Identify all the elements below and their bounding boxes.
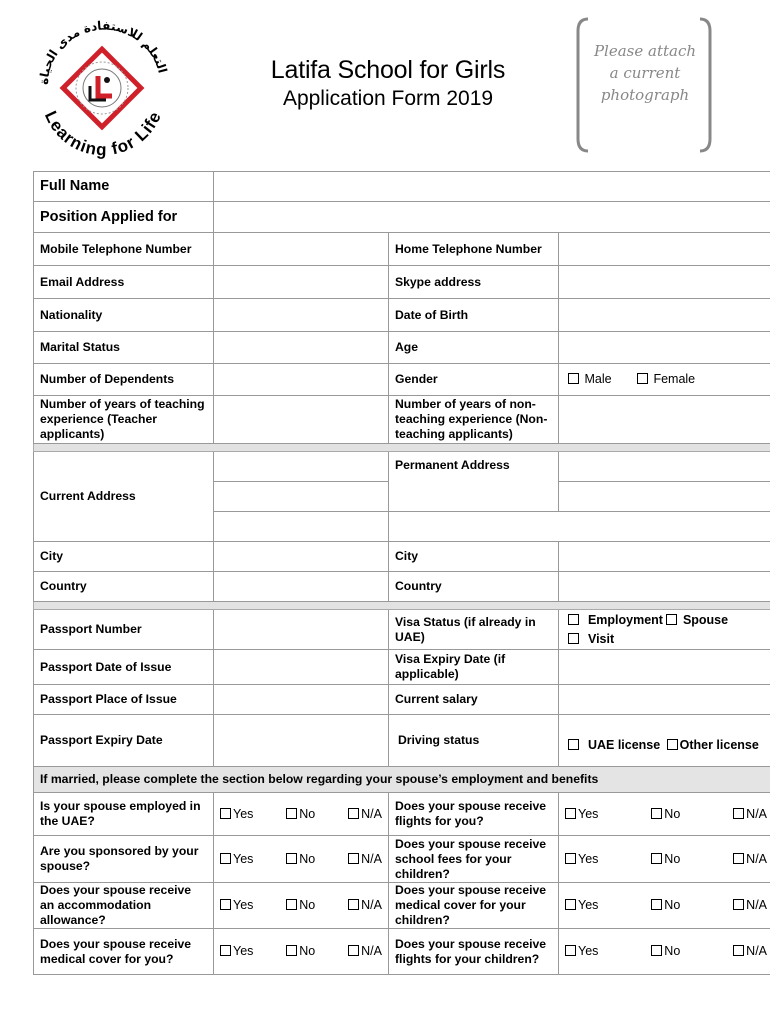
yes-checkbox[interactable] xyxy=(220,945,231,956)
label-passport-number: Passport Number xyxy=(34,610,214,650)
other-license-checkbox[interactable] xyxy=(667,739,678,750)
input-passport-expiry[interactable] xyxy=(214,715,389,767)
photo-instruction: Please attach a current photograph xyxy=(593,42,697,104)
yes-label: Yes xyxy=(233,851,254,866)
spouse-section-banner: If married, please complete the section below regarding your spouse’s employment and benefits xyxy=(34,767,770,793)
input-country-1[interactable] xyxy=(214,572,389,602)
na-label: N/A xyxy=(746,806,768,821)
gender-male-checkbox[interactable] xyxy=(568,373,579,384)
label-full-name: Full Name xyxy=(34,172,214,202)
no-checkbox[interactable] xyxy=(651,945,662,956)
input-passport-issue-date[interactable] xyxy=(214,650,389,685)
input-teaching-exp[interactable] xyxy=(214,396,389,444)
school-logo xyxy=(30,20,175,160)
na-label: N/A xyxy=(746,944,768,958)
school-title: Latifa School for Girls xyxy=(270,56,506,84)
na-label: N/A xyxy=(361,851,382,866)
no-checkbox[interactable] xyxy=(286,899,297,910)
no-label: No xyxy=(664,898,681,912)
visa-employment-checkbox[interactable] xyxy=(568,614,579,625)
no-checkbox[interactable] xyxy=(286,945,297,956)
spouse-question: Does your spouse receive medical cover for you? xyxy=(34,929,214,975)
na-checkbox[interactable] xyxy=(348,899,359,910)
input-position[interactable] xyxy=(214,202,770,233)
label-passport-expiry: Passport Expiry Date xyxy=(34,715,214,767)
label-email: Email Address xyxy=(34,266,214,299)
label-visa-status: Visa Status (if already in UAE) xyxy=(389,610,559,650)
no-label: No xyxy=(299,806,316,821)
no-label: No xyxy=(664,806,681,821)
visa-employment-label: Employment xyxy=(587,612,663,627)
label-age: Age xyxy=(389,332,559,364)
yes-label: Yes xyxy=(233,806,254,821)
yes-label: Yes xyxy=(578,851,599,866)
label-gender: Gender xyxy=(389,364,559,396)
input-permanent-address-2[interactable] xyxy=(559,482,770,512)
license-options xyxy=(559,715,770,767)
no-checkbox[interactable] xyxy=(286,853,297,864)
other-license-label: Other license xyxy=(679,737,759,752)
label-skype: Skype address xyxy=(389,266,559,299)
form-subtitle: Application Form 2019 xyxy=(282,87,494,110)
na-checkbox[interactable] xyxy=(348,945,359,956)
yes-checkbox[interactable] xyxy=(565,853,576,864)
input-permanent-address-1[interactable] xyxy=(559,452,770,482)
yes-checkbox[interactable] xyxy=(220,808,231,819)
gender-options xyxy=(559,364,770,396)
gender-female-label: Female xyxy=(653,372,696,386)
visa-options xyxy=(559,610,770,650)
input-age[interactable] xyxy=(559,332,770,364)
label-permanent-address: Permanent Address xyxy=(389,452,559,512)
yes-label: Yes xyxy=(578,806,599,821)
spouse-question: Does your spouse receive flights for you? xyxy=(389,793,559,836)
spouse-question: Is your spouse employed in the UAE? xyxy=(34,793,214,836)
yes-checkbox[interactable] xyxy=(565,899,576,910)
visa-spouse-label: Spouse xyxy=(682,612,729,627)
input-dob[interactable] xyxy=(559,299,770,332)
label-current-address: Current Address xyxy=(34,452,214,542)
na-label: N/A xyxy=(361,898,382,912)
no-checkbox[interactable] xyxy=(651,899,662,910)
gender-female-checkbox[interactable] xyxy=(637,373,648,384)
label-home-tel: Home Telephone Number xyxy=(389,233,559,266)
na-checkbox[interactable] xyxy=(733,808,744,819)
label-dob: Date of Birth xyxy=(389,299,559,332)
na-checkbox[interactable] xyxy=(733,853,744,864)
input-home-tel[interactable] xyxy=(559,233,770,266)
input-email[interactable] xyxy=(214,266,389,299)
spouse-question: Are you sponsored by your spouse? xyxy=(34,836,214,883)
no-label: No xyxy=(664,944,681,958)
yes-checkbox[interactable] xyxy=(565,945,576,956)
visa-spouse-checkbox[interactable] xyxy=(666,614,677,625)
na-label: N/A xyxy=(746,898,768,912)
logo-arabic-text: التعلم للاستفادة مدى الحياة xyxy=(36,20,170,86)
na-label: N/A xyxy=(361,944,382,958)
gender-male-label: Male xyxy=(584,372,612,386)
label-city-1: City xyxy=(34,542,214,572)
label-teaching-exp: Number of years of teaching experience (Teacher applicants) xyxy=(34,396,214,444)
label-position: Position Applied for xyxy=(34,202,214,233)
input-current-address-1[interactable] xyxy=(214,452,389,482)
uae-license-checkbox[interactable] xyxy=(568,739,579,750)
visa-visit-checkbox[interactable] xyxy=(568,633,579,644)
label-nonteaching-exp: Number of years of non-teaching experience (Non-teaching applicants) xyxy=(389,396,559,444)
input-nonteaching-exp[interactable] xyxy=(559,396,770,444)
label-marital: Marital Status xyxy=(34,332,214,364)
uae-license-label: UAE license xyxy=(587,737,661,752)
label-dependents: Number of Dependents xyxy=(34,364,214,396)
application-table xyxy=(33,171,770,975)
spouse-question: Does your spouse receive medical cover for your children? xyxy=(389,883,559,929)
input-skype[interactable] xyxy=(559,266,770,299)
label-passport-issue-date: Passport Date of Issue xyxy=(34,650,214,685)
yes-checkbox[interactable] xyxy=(565,808,576,819)
na-label: N/A xyxy=(746,851,768,866)
yes-label: Yes xyxy=(233,944,254,958)
input-city-1[interactable] xyxy=(214,542,389,572)
no-label: No xyxy=(299,898,316,912)
label-city-2: City xyxy=(389,542,559,572)
no-label: No xyxy=(299,851,316,866)
yes-label: Yes xyxy=(578,944,599,958)
spouse-question: Does your spouse receive school fees for your children? xyxy=(389,836,559,883)
yes-label: Yes xyxy=(578,898,599,912)
no-label: No xyxy=(299,944,316,958)
logo-motto-text: Learning for Life xyxy=(40,108,166,160)
na-checkbox[interactable] xyxy=(348,853,359,864)
spouse-row xyxy=(34,929,770,975)
na-label: N/A xyxy=(361,806,382,821)
spouse-row xyxy=(34,836,770,883)
label-country-2: Country xyxy=(389,572,559,602)
label-current-salary: Current salary xyxy=(389,685,559,715)
input-current-address-3[interactable] xyxy=(214,512,389,542)
no-checkbox[interactable] xyxy=(286,808,297,819)
spouse-question: Does your spouse receive flights for your children? xyxy=(389,929,559,975)
label-country-1: Country xyxy=(34,572,214,602)
label-passport-place: Passport Place of Issue xyxy=(34,685,214,715)
input-passport-number[interactable] xyxy=(214,610,389,650)
yes-checkbox[interactable] xyxy=(220,853,231,864)
label-visa-expiry: Visa Expiry Date (if applicable) xyxy=(389,650,559,685)
input-country-2[interactable] xyxy=(559,572,770,602)
input-mobile[interactable] xyxy=(214,233,389,266)
input-passport-place[interactable] xyxy=(214,685,389,715)
spouse-row xyxy=(34,793,770,836)
spouse-question: Does your spouse receive an accommodation allowance? xyxy=(34,883,214,929)
na-checkbox[interactable] xyxy=(733,945,744,956)
label-driving-status: Driving status xyxy=(389,715,559,767)
separator-band xyxy=(34,602,770,610)
no-label: No xyxy=(664,851,681,866)
na-checkbox[interactable] xyxy=(733,899,744,910)
spouse-row xyxy=(34,883,770,929)
input-marital[interactable] xyxy=(214,332,389,364)
input-dependents[interactable] xyxy=(214,364,389,396)
label-nationality: Nationality xyxy=(34,299,214,332)
input-permanent-address-3[interactable] xyxy=(389,512,770,542)
label-mobile: Mobile Telephone Number xyxy=(34,233,214,266)
input-full-name[interactable] xyxy=(214,172,770,202)
na-checkbox[interactable] xyxy=(348,808,359,819)
yes-checkbox[interactable] xyxy=(220,899,231,910)
input-current-address-2[interactable] xyxy=(214,482,389,512)
yes-label: Yes xyxy=(233,898,254,912)
visa-visit-label: Visit xyxy=(587,631,615,646)
input-city-2[interactable] xyxy=(559,542,770,572)
input-current-salary[interactable] xyxy=(559,685,770,715)
no-checkbox[interactable] xyxy=(651,808,662,819)
input-nationality[interactable] xyxy=(214,299,389,332)
separator-band xyxy=(34,444,770,452)
no-checkbox[interactable] xyxy=(651,853,662,864)
input-visa-expiry[interactable] xyxy=(559,650,770,685)
